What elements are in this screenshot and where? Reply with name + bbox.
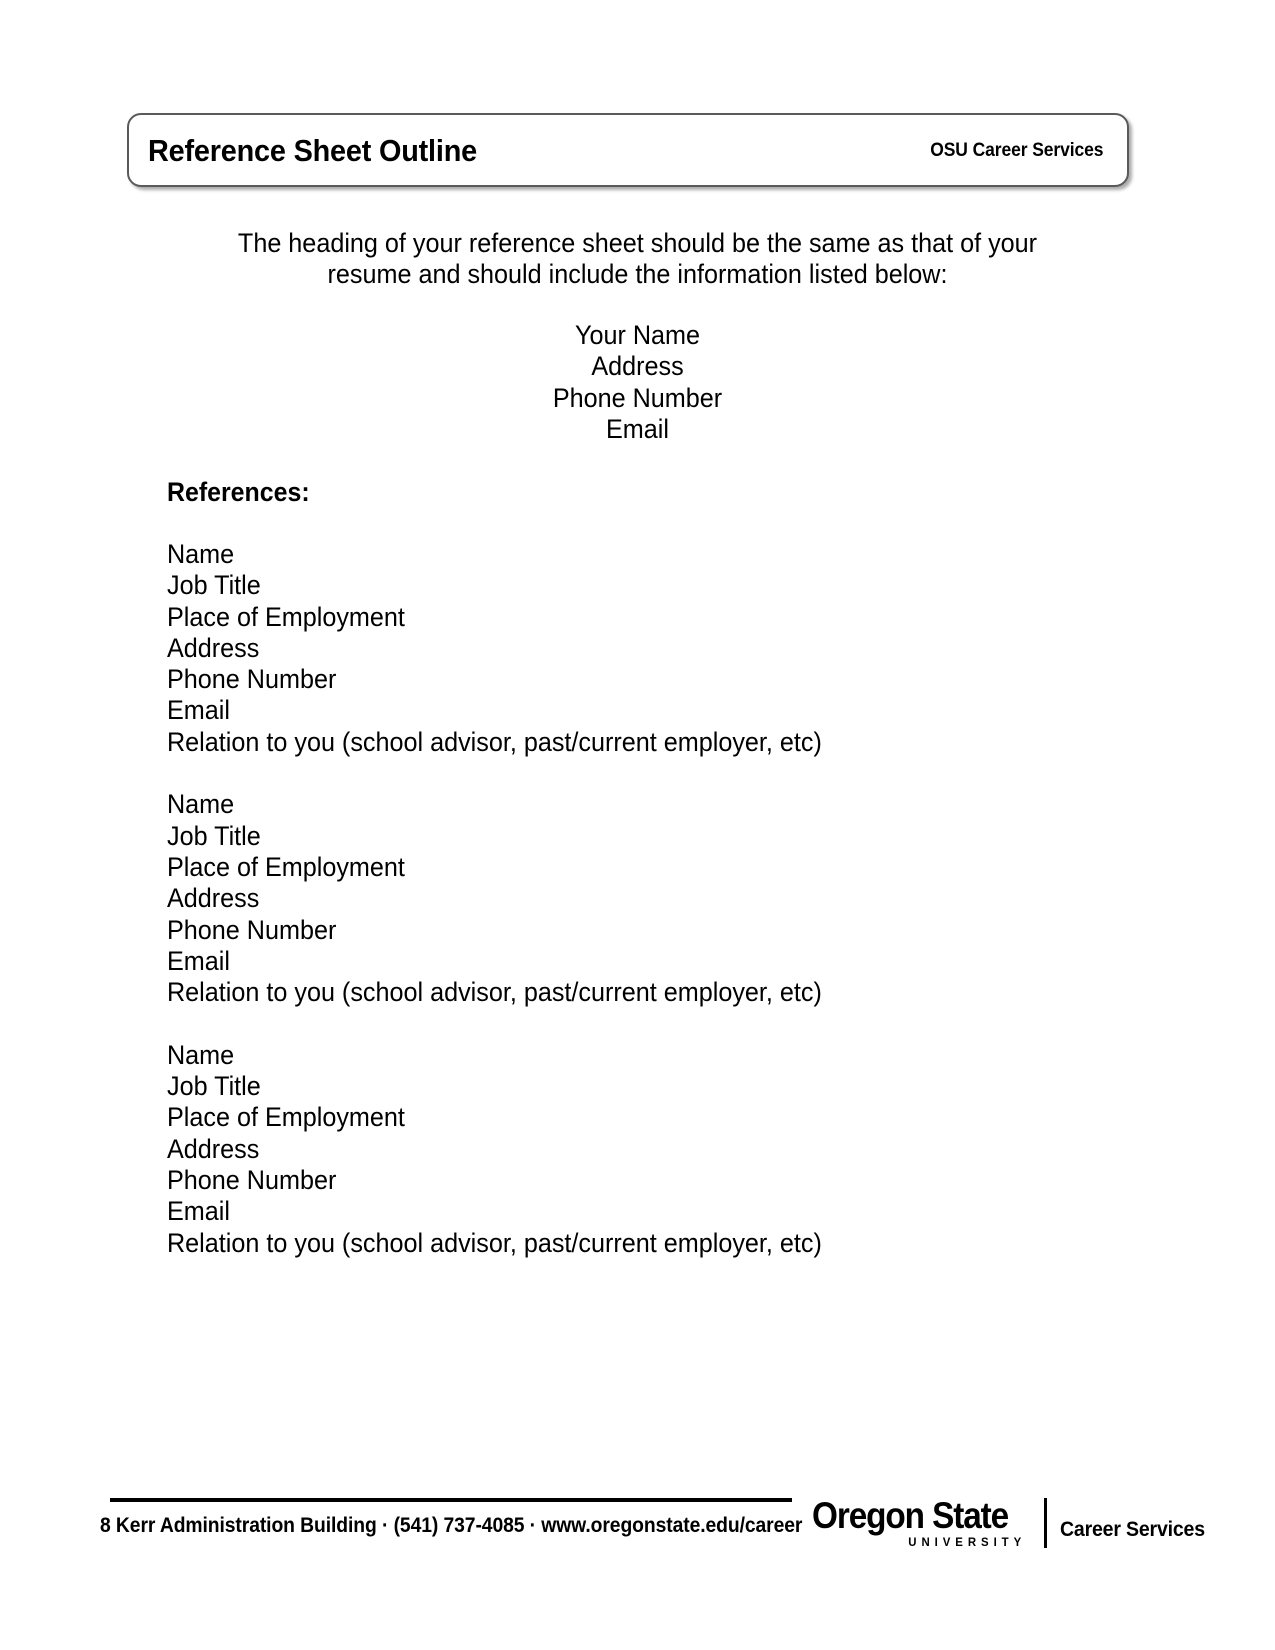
oregon-state-logo (812, 1497, 1216, 1549)
contact-line-address: Address (591, 351, 684, 382)
header-banner (127, 113, 1129, 187)
reference-block (167, 539, 1022, 758)
reference-line-place-of-employment: Place of Employment (167, 1102, 405, 1133)
reference-line-email: Email (167, 695, 230, 726)
reference-line-address: Address (167, 883, 260, 914)
contact-line-name: Your Name (574, 320, 701, 350)
page-title: Reference Sheet Outline (148, 132, 477, 168)
logo-university-text: UNIVERSITY (908, 1535, 1027, 1549)
reference-line-job-title: Job Title (167, 570, 261, 601)
reference-line-place-of-employment: Place of Employment (167, 851, 405, 882)
reference-line-name: Name (167, 539, 235, 569)
header-department-label: OSU Career Services (929, 139, 1104, 161)
reference-line-email: Email (167, 945, 230, 976)
reference-line-relation: Relation to you (school advisor, past/current employer, etc) (167, 1227, 822, 1258)
intro-line-1: The heading of your reference sheet should be the same as that of your (237, 228, 1038, 258)
reference-block (167, 1040, 1022, 1259)
logo-university-lockup (812, 1497, 1044, 1549)
reference-line-place-of-employment: Place of Employment (167, 601, 405, 632)
references-section-heading: References: (167, 477, 310, 507)
footer-contact-line: 8 Kerr Administration Building · (541) 737-4085 · www.oregonstate.edu/career (100, 1514, 803, 1537)
reference-line-name: Name (167, 1039, 235, 1070)
reference-line-name: Name (167, 789, 235, 820)
reference-line-job-title: Job Title (167, 1071, 261, 1102)
footer-divider-rule (110, 1498, 792, 1502)
reference-block (167, 789, 1022, 1008)
reference-line-address: Address (167, 1133, 260, 1164)
reference-line-relation: Relation to you (school advisor, past/current employer, etc) (167, 726, 822, 757)
contact-line-phone: Phone Number (552, 382, 723, 413)
contact-line-email: Email (606, 413, 669, 444)
reference-line-job-title: Job Title (167, 820, 261, 851)
reference-line-phone-number: Phone Number (167, 914, 337, 945)
intro-paragraph (184, 228, 1091, 290)
references-list (167, 539, 1022, 1259)
logo-divider-bar (1044, 1498, 1047, 1548)
reference-line-phone-number: Phone Number (167, 1164, 337, 1195)
reference-line-relation: Relation to you (school advisor, past/current employer, etc) (167, 977, 822, 1008)
logo-wordmark-text: Oregon State (812, 1495, 1009, 1536)
logo-unit-text: Career Services (1059, 1518, 1205, 1541)
intro-line-2: resume and should include the information listed below: (327, 259, 948, 289)
reference-line-phone-number: Phone Number (167, 664, 337, 695)
reference-line-address: Address (167, 632, 260, 663)
reference-line-email: Email (167, 1196, 230, 1227)
contact-heading-sample (184, 320, 1091, 445)
